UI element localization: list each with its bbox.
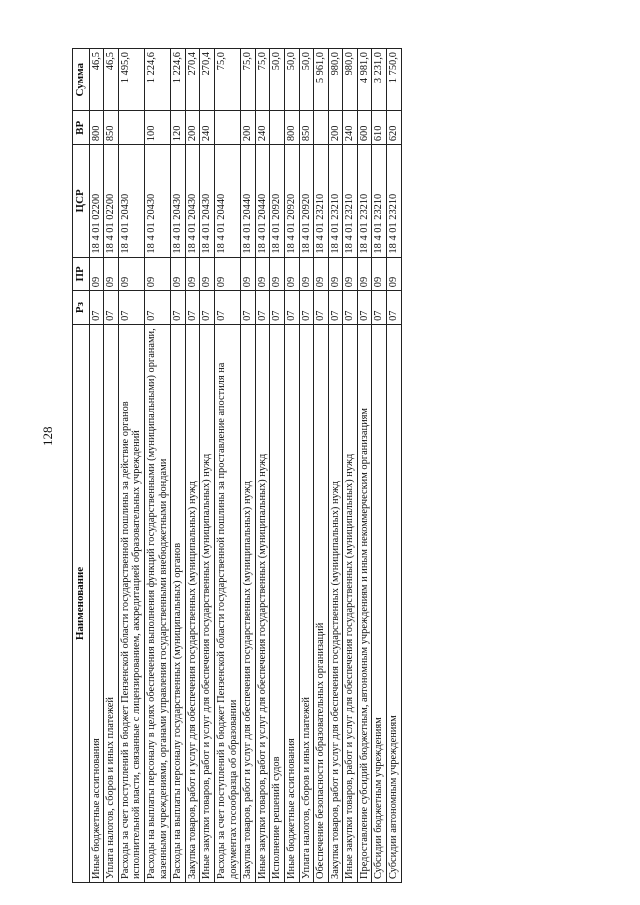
- budget-table: [72, 48, 402, 883]
- cell-pr: 09: [270, 257, 285, 291]
- cell-vr: 800: [89, 111, 104, 145]
- cell-csr: 18 4 01 20430: [118, 145, 144, 257]
- cell-csr: 18 4 01 02200: [89, 145, 104, 257]
- cell-name: Уплата налогов, сборов и иных платежей: [299, 324, 314, 882]
- cell-vr: 620: [387, 111, 402, 145]
- cell-csr: 18 4 01 23210: [328, 145, 343, 257]
- cell-sum: 3 231,0: [372, 49, 387, 111]
- cell-csr: 18 4 01 20920: [299, 145, 314, 257]
- cell-sum: 50,0: [284, 49, 299, 111]
- cell-csr: 18 4 01 23210: [387, 145, 402, 257]
- cell-pr: 09: [372, 257, 387, 291]
- cell-pr: 09: [118, 257, 144, 291]
- cell-rz: 07: [118, 291, 144, 325]
- cell-name: Субсидии бюджетным учреждениям: [372, 324, 387, 882]
- cell-pr: 09: [328, 257, 343, 291]
- cell-name: Предоставление субсидий бюджетным, автономным учреждениям и иным некоммерческим организациям: [357, 324, 372, 882]
- cell-vr: 100: [144, 111, 170, 145]
- cell-pr: 09: [299, 257, 314, 291]
- cell-name: Расходы за счет поступлений в бюджет Пензенской области государственной пошлины за проставление апостиля на документах госообразца об образовании: [214, 324, 240, 882]
- table-row: [255, 49, 270, 883]
- table-row: [118, 49, 144, 883]
- cell-name: Закупка товаров, работ и услуг для обеспечения государственных (муниципальных) нужд: [328, 324, 343, 882]
- cell-vr: 200: [241, 111, 256, 145]
- cell-vr: 120: [171, 111, 186, 145]
- table-row: [200, 49, 215, 883]
- cell-pr: 09: [171, 257, 186, 291]
- cell-rz: 07: [328, 291, 343, 325]
- table-row: [299, 49, 314, 883]
- cell-rz: 07: [343, 291, 358, 325]
- cell-sum: 4 981,0: [357, 49, 372, 111]
- cell-pr: 09: [185, 257, 200, 291]
- cell-name: Иные бюджетные ассигнования: [284, 324, 299, 882]
- header-rz: Рз: [73, 291, 90, 325]
- cell-rz: 07: [144, 291, 170, 325]
- cell-name: Субсидии автономным учреждениям: [387, 324, 402, 882]
- cell-rz: 07: [200, 291, 215, 325]
- cell-pr: 09: [284, 257, 299, 291]
- cell-vr: 610: [372, 111, 387, 145]
- cell-name: Обеспечение безопасности образовательных организаций: [314, 324, 329, 882]
- cell-rz: 07: [255, 291, 270, 325]
- cell-csr: 18 4 01 20430: [171, 145, 186, 257]
- cell-rz: 07: [314, 291, 329, 325]
- table-row: [214, 49, 240, 883]
- cell-rz: 07: [185, 291, 200, 325]
- cell-vr: 200: [185, 111, 200, 145]
- table-row: [372, 49, 387, 883]
- cell-sum: 5 961,0: [314, 49, 329, 111]
- cell-name: Закупка товаров, работ и услуг для обеспечения государственных (муниципальных) нужд: [185, 324, 200, 882]
- cell-vr: [270, 111, 285, 145]
- table-body: [89, 49, 401, 883]
- cell-sum: 1 495,0: [118, 49, 144, 111]
- cell-rz: 07: [241, 291, 256, 325]
- cell-rz: 07: [171, 291, 186, 325]
- cell-rz: 07: [214, 291, 240, 325]
- cell-sum: 1 750,0: [387, 49, 402, 111]
- table-row: [343, 49, 358, 883]
- cell-sum: 270,4: [200, 49, 215, 111]
- cell-name: Расходы за счет поступлений в бюджет Пензенской области государственной пошлины за действие органов исполнительной власти, связанные с лицензированием, аккредитацией образовательных учреждений: [118, 324, 144, 882]
- cell-rz: 07: [284, 291, 299, 325]
- cell-rz: 07: [89, 291, 104, 325]
- cell-csr: 18 4 01 23210: [357, 145, 372, 257]
- cell-rz: 07: [357, 291, 372, 325]
- cell-vr: 240: [255, 111, 270, 145]
- table-row: [284, 49, 299, 883]
- cell-name: Иные бюджетные ассигнования: [89, 324, 104, 882]
- cell-name: Иные закупки товаров, работ и услуг для обеспечения государственных (муниципальных) нужд: [255, 324, 270, 882]
- cell-sum: 50,0: [270, 49, 285, 111]
- table-row: [171, 49, 186, 883]
- cell-vr: 600: [357, 111, 372, 145]
- cell-csr: 18 4 01 20430: [185, 145, 200, 257]
- cell-csr: 18 4 01 23210: [343, 145, 358, 257]
- cell-vr: 200: [328, 111, 343, 145]
- cell-sum: 1 224,6: [171, 49, 186, 111]
- cell-vr: 240: [343, 111, 358, 145]
- cell-csr: 18 4 01 20440: [241, 145, 256, 257]
- cell-name: Исполнение решений судов: [270, 324, 285, 882]
- cell-csr: 18 4 01 23210: [372, 145, 387, 257]
- cell-pr: 09: [343, 257, 358, 291]
- cell-name: Закупка товаров, работ и услуг для обеспечения государственных (муниципальных) нужд: [241, 324, 256, 882]
- cell-csr: 18 4 01 20430: [200, 145, 215, 257]
- cell-name: Расходы на выплаты персоналу государственных (муниципальных) органов: [171, 324, 186, 882]
- table-row: [328, 49, 343, 883]
- table-row: [89, 49, 104, 883]
- cell-vr: [214, 111, 240, 145]
- header-sum: Сумма: [73, 49, 90, 111]
- cell-csr: 18 4 01 20430: [144, 145, 170, 257]
- table-row: [357, 49, 372, 883]
- cell-pr: 09: [144, 257, 170, 291]
- cell-rz: 07: [387, 291, 402, 325]
- cell-name: Иные закупки товаров, работ и услуг для обеспечения государственных (муниципальных) нужд: [343, 324, 358, 882]
- cell-csr: 18 4 01 20440: [214, 145, 240, 257]
- cell-pr: 09: [314, 257, 329, 291]
- cell-vr: 850: [299, 111, 314, 145]
- cell-pr: 09: [89, 257, 104, 291]
- cell-pr: 09: [104, 257, 119, 291]
- cell-sum: 980,0: [343, 49, 358, 111]
- cell-csr: 18 4 01 20440: [255, 145, 270, 257]
- table-row: [241, 49, 256, 883]
- cell-csr: 18 4 01 20920: [270, 145, 285, 257]
- table-header-row: [73, 49, 90, 883]
- cell-sum: 46,5: [89, 49, 104, 111]
- cell-rz: 07: [299, 291, 314, 325]
- table-row: [387, 49, 402, 883]
- cell-vr: [118, 111, 144, 145]
- cell-csr: 18 4 01 23210: [314, 145, 329, 257]
- table-row: [144, 49, 170, 883]
- cell-name: Расходы на выплаты персоналу в целях обеспечения выполнения функций государственными (муниципальными) органами, казенными учреждениями, органами управления государственными внебюджетными фондами: [144, 324, 170, 882]
- cell-pr: 09: [200, 257, 215, 291]
- table-row: [270, 49, 285, 883]
- header-pr: ПР: [73, 257, 90, 291]
- page-number: 128: [40, 426, 55, 446]
- cell-rz: 07: [372, 291, 387, 325]
- cell-sum: 1 224,6: [144, 49, 170, 111]
- cell-sum: 50,0: [299, 49, 314, 111]
- cell-pr: 09: [357, 257, 372, 291]
- cell-pr: 09: [241, 257, 256, 291]
- cell-sum: 980,0: [328, 49, 343, 111]
- cell-sum: 46,5: [104, 49, 119, 111]
- cell-sum: 270,4: [185, 49, 200, 111]
- cell-vr: 850: [104, 111, 119, 145]
- cell-pr: 09: [255, 257, 270, 291]
- cell-vr: [314, 111, 329, 145]
- header-csr: ЦСР: [73, 145, 90, 257]
- table-row: [104, 49, 119, 883]
- cell-vr: 800: [284, 111, 299, 145]
- cell-vr: 240: [200, 111, 215, 145]
- header-vr: ВР: [73, 111, 90, 145]
- cell-name: Иные закупки товаров, работ и услуг для обеспечения государственных (муниципальных) нужд: [200, 324, 215, 882]
- cell-csr: 18 4 01 02200: [104, 145, 119, 257]
- cell-name: Уплата налогов, сборов и иных платежей: [104, 324, 119, 882]
- cell-sum: 75,0: [255, 49, 270, 111]
- cell-rz: 07: [270, 291, 285, 325]
- table-row: [185, 49, 200, 883]
- cell-pr: 09: [387, 257, 402, 291]
- cell-sum: 75,0: [214, 49, 240, 111]
- cell-csr: 18 4 01 20920: [284, 145, 299, 257]
- rotated-page-content: [72, 48, 572, 883]
- cell-sum: 75,0: [241, 49, 256, 111]
- table-row: [314, 49, 329, 883]
- cell-pr: 09: [214, 257, 240, 291]
- header-name: Наименование: [73, 324, 90, 882]
- cell-rz: 07: [104, 291, 119, 325]
